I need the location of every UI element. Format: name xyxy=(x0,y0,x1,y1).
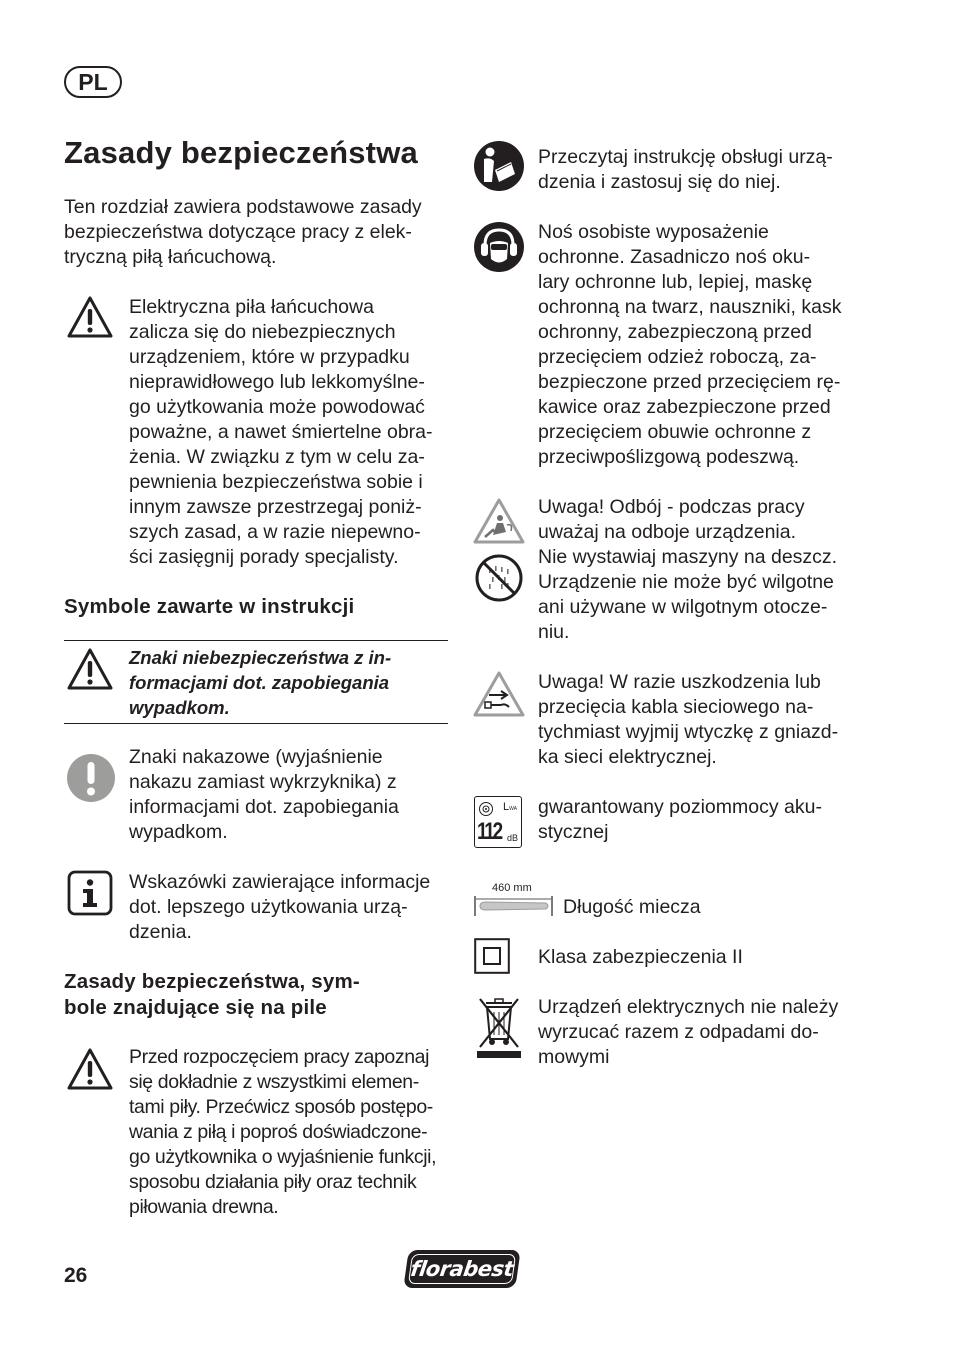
florabest-logo xyxy=(403,1250,520,1288)
page-number: 26 xyxy=(64,1264,88,1287)
intro-paragraph: Ten rozdział zawiera podstawowe zasady bezpieczeństwa dotyczące pracy z elek- tryczną piłą łańcuchową. xyxy=(64,196,422,268)
disposal-text: Urządzeń elektrycznych nie należy wyrzucać razem z odpadami do- mowymi xyxy=(538,996,839,1068)
mandatory-icon xyxy=(66,753,116,803)
noise-value: 112 xyxy=(477,818,501,845)
info-note: Wskazówki zawierające informacje dot. lepszego użytkowania urzą- dzenia. xyxy=(129,871,431,943)
language-badge: PL xyxy=(64,66,122,98)
page-title: Zasady bezpieczeństwa xyxy=(64,135,418,170)
noise-unit: dB xyxy=(507,833,519,843)
saw-bar-icon xyxy=(474,895,554,917)
warning-paragraph-2: Przed rozpoczęciem pracy zapoznaj się dokładnie z wszystkimi elemen- tami piły. Przećwicz sposób postępo- wania z piłą i poproś doświadczone- go użytkownika o wyjaśnienie funkcji, sposobu działania piły oraz technik piłowania drewna. xyxy=(129,1046,437,1218)
warning-paragraph-1: Elektryczna piła łańcuchowa zalicza się do niebezpiecznych urządzeniem, które w przypadku nieprawidłowego lub lekkomyślne- go użytkowania może powodować poważne, a nawet śmiertelne obra- żenia. W związku z tym w celu za- pewnienia bezpieczeństwa sobie i innym zawsze przestrzegaj poniż- szych zasad, a w razie niepewno- ści zasięgnij porady specjalisty. xyxy=(129,296,433,568)
noise-level-icon xyxy=(474,796,522,848)
bar-length-text: Długość miecza xyxy=(563,896,701,918)
protective-gear-icon xyxy=(473,221,525,273)
cable-cut-icon xyxy=(473,670,525,718)
info-icon xyxy=(67,870,113,916)
protection-class-text: Klasa zabezpieczenia II xyxy=(538,946,743,968)
kickback-icon xyxy=(473,497,525,545)
divider-top xyxy=(64,640,448,641)
sound-emblem-icon xyxy=(478,801,494,817)
warning-triangle-icon xyxy=(66,295,114,339)
danger-signs-note: Znaki niebezpieczeństwa z in- formacjami dot. zapobiegania wypadkom. xyxy=(129,647,392,718)
noise-label: LWA xyxy=(503,801,517,813)
bar-length-icon xyxy=(474,881,554,917)
section-heading-saw-symbols: Zasady bezpieczeństwa, sym- bole znajdujące się na pile xyxy=(64,970,360,1019)
protection-class-ii-icon xyxy=(474,938,510,974)
kickback-rain-text: Uwaga! Odbój - podczas pracy uważaj na odboje urządzenia. Nie wystawiaj maszyny na deszcz. Urządzenie nie może być wilgotne ani używane w wilgotnym otocze- niu. xyxy=(538,496,838,643)
read-manual-icon xyxy=(473,140,525,192)
section-heading-symbols: Symbole zawarte w instrukcji xyxy=(64,595,355,618)
weee-bin-icon xyxy=(474,995,524,1061)
warning-triangle-icon xyxy=(66,647,114,691)
no-rain-icon xyxy=(474,553,524,603)
mandatory-signs-note: Znaki nakazowe (wyjaśnienie nakazu zamiast wykrzyknika) z informacjami dot. zapobiegania wypadkom. xyxy=(129,746,399,843)
bar-length-value: 460 mm xyxy=(492,882,532,894)
cable-text: Uwaga! W razie uszkodzenia lub przecięcia kabla sieciowego na- tychmiast wyjmij wtyczkę z gniazd- ka sieci elektrycznej. xyxy=(538,671,839,768)
logo-text: florabest xyxy=(408,1254,516,1284)
ppe-text: Noś osobiste wyposażenie ochronne. Zasadniczo noś oku- lary ochronne lub, lepiej, maskę ochronną na twarz, nauszniki, kask ochronny, zabezpieczoną przed przecięciem odzież roboczą, za- bezpieczone przed przecięciem rę- kawice oraz zabezpieczone przed przecięciem obuwie ochronne z przeciwpoślizgową podeszwą. xyxy=(538,221,842,468)
divider-bottom xyxy=(64,723,448,724)
noise-text: gwarantowany poziommocy aku- stycznej xyxy=(538,796,822,843)
read-manual-text: Przeczytaj instrukcję obsługi urzą- dzenia i zastosuj się do niej. xyxy=(538,146,833,193)
warning-triangle-icon xyxy=(66,1047,114,1091)
